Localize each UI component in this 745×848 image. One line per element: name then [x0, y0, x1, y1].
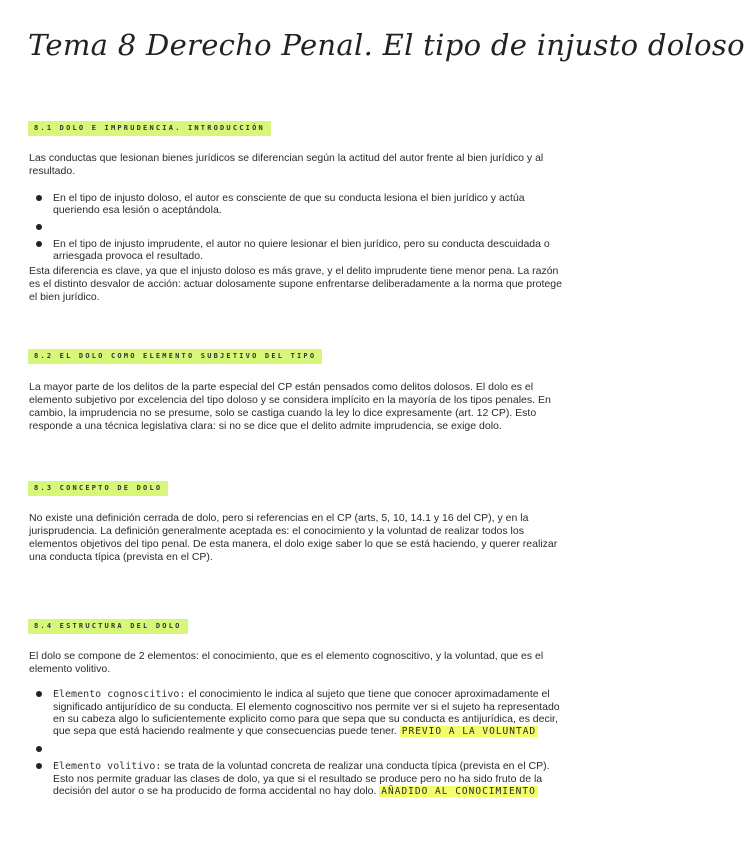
section-8-4-intro: El dolo se compone de 2 elementos: el conocimiento, que es el elemento cognoscitivo, y la voluntad, que es el elemento volitivo. [29, 650, 544, 675]
section-8-4-bullets [29, 688, 569, 803]
section-heading-8-3: 8.3 CONCEPTO DE DOLO [28, 481, 168, 496]
list-item: En el tipo de injusto imprudente, el autor no quiere lesionar el bien jurídico, pero su conducta descuidada o arriesgada provoca el resultado. [29, 238, 569, 262]
section-8-1-closing: Esta diferencia es clave, ya que el injusto doloso es más grave, y el delito imprudente tiene menor pena. La razón es el distinto desvalor de acción: actuar dolosamente supone enfrentarse deliberadamente a la norma que protege el bien jurídico. [29, 265, 562, 303]
list-item [29, 743, 569, 755]
list-item: Elemento cognoscitivo: el conocimiento le indica al sujeto que tiene que conocer aproximadamente el significado antijurídico de su conducta. El elemento cognoscitivo nos permite ver si el sujeto ha representado en su cabeza algo lo suficientemente explicito como para que sepa que su conducta es antijurídica, es decir, que sepa que está haciendo realmente y que consecuencias puede tener. PREVIO A LA VOLUNTAD [29, 688, 569, 738]
list-item [29, 221, 569, 233]
section-8-2-body: La mayor parte de los delitos de la parte especial del CP están pensados como delitos dolosos. El dolo es el elemento subjetivo por excelencia del tipo doloso y se considera implícito en la mayoría de los tipos penales. En cambio, la imprudencia no se presume, solo se castiga cuando la ley lo dice expresamente (art. 12 CP). Esto responde a una técnica legislativa clara: si no se dice que el delito admite imprudencia, se exige dolo. [29, 381, 551, 432]
section-heading-8-1: 8.1 DOLO E IMPRUDENCIA. INTRODUCCIÓN [28, 121, 271, 136]
term-label: Elemento cognoscitivo: [53, 689, 186, 700]
list-item: En el tipo de injusto doloso, el autor es consciente de que su conducta lesiona el bien jurídico y actúa queriendo esa lesión o aceptándola. [29, 192, 569, 216]
section-8-1-bullets [29, 192, 569, 267]
bullet-icon [36, 691, 42, 697]
highlight-note: PREVIO A LA VOLUNTAD [401, 726, 537, 737]
bullet-icon [36, 224, 42, 230]
bullet-icon [36, 746, 42, 752]
section-8-1-intro: Las conductas que lesionan bienes jurídicos se diferencian según la actitud del autor frente al bien jurídico y al resultado. [29, 152, 544, 177]
bullet-icon [36, 763, 42, 769]
bullet-icon [36, 241, 42, 247]
list-item: Elemento volitivo: se trata de la voluntad concreta de realizar una conducta típica (prevista en el CP). Esto nos permite graduar las clases de dolo, ya que si el resultado se produce pero no ha sido fruto de la decisión del autor o se ha producido de forma accidental no hay dolo. AÑADIDO AL CONOCIMIENTO [29, 760, 569, 798]
section-heading-8-4: 8.4 ESTRUCTURA DEL DOLO [28, 619, 188, 634]
highlight-note: AÑADIDO AL CONOCIMIENTO [381, 786, 536, 797]
term-label: Elemento volitivo: [53, 761, 162, 772]
section-heading-8-2: 8.2 EL DOLO COMO ELEMENTO SUBJETIVO DEL TIPO [28, 349, 322, 364]
section-8-3-body: No existe una definición cerrada de dolo, pero si referencias en el CP (arts, 5, 10, 14.1 y 16 del CP), y en la jurisprudencia. La definición generalmente aceptada es: el conocimiento y la voluntad de realizar todos los elementos objetivos del tipo penal. De esta manera, el dolo exige saber lo que se está haciendo, y querer realizar una conducta típica (prevista en el CP). [29, 512, 558, 563]
page-title: Tema 8 Derecho Penal. El tipo de injusto doloso [28, 28, 745, 62]
bullet-icon [36, 195, 42, 201]
